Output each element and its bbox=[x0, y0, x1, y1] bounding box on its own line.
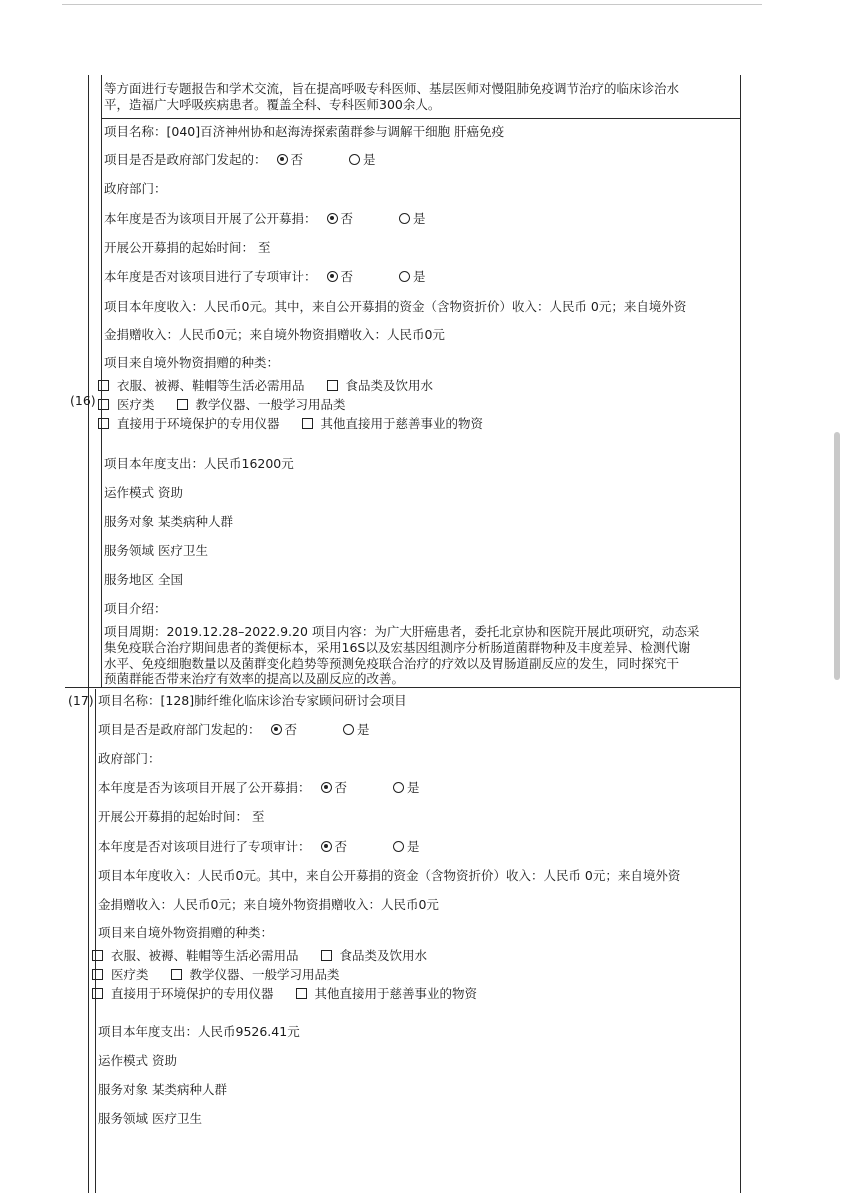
donation-cat-row-1-16 bbox=[98, 378, 433, 393]
intro-line-1: 等方面进行专题报告和学术交流，旨在提高呼吸专科医师、基层医师对慢阻肺免疫调节治疗的临床诊治水 bbox=[104, 81, 680, 96]
cat-food: 食品类及饮用水 bbox=[345, 378, 434, 393]
expense-16: 项目本年度支出：人民币16200元 bbox=[104, 456, 294, 471]
option-yes: 是 bbox=[407, 839, 420, 854]
top-rule bbox=[62, 4, 762, 5]
income-line-2-16: 金捐赠收入：人民币0元；来自境外物资捐赠收入：人民币0元 bbox=[104, 327, 445, 342]
income-line-1-17: 项目本年度收入：人民币0元。其中，来自公开募捐的资金（含物资折价）收入：人民币 0元；来自境外资 bbox=[98, 868, 681, 883]
project-name-17: 项目名称：[128]肺纤维化临床诊治专家顾问研讨会项目 bbox=[98, 693, 407, 708]
target-16: 服务对象 某类病种人群 bbox=[104, 514, 233, 529]
cat-education: 教学仪器、一般学习用品类 bbox=[189, 967, 340, 982]
checkbox-icon[interactable] bbox=[296, 988, 307, 999]
option-no: 否 bbox=[284, 722, 298, 737]
public-fundraise-label: 本年度是否为该项目开展了公开募捐： bbox=[98, 780, 311, 795]
income-line-1-16: 项目本年度收入：人民币0元。其中，来自公开募捐的资金（含物资折价）收入：人民币 0元；来自境外资 bbox=[104, 299, 687, 314]
intro-line-2: 平，造福广大呼吸疾病患者。覆盖全科、专科医师300余人。 bbox=[104, 97, 441, 112]
gov-dept-16: 政府部门： bbox=[104, 181, 167, 196]
gov-initiated-label: 项目是否是政府部门发起的： bbox=[104, 152, 267, 167]
checkbox-icon[interactable] bbox=[92, 969, 103, 980]
row-divider-16 bbox=[101, 118, 740, 119]
fundraise-time-label: 开展公开募捐的起始时间： bbox=[98, 809, 249, 824]
radio-yes-icon[interactable] bbox=[349, 154, 360, 165]
expense-17: 项目本年度支出：人民币9526.41元 bbox=[98, 1024, 300, 1039]
donation-cat-row-2-17 bbox=[92, 967, 340, 982]
radio-no-selected-icon[interactable] bbox=[321, 841, 332, 852]
audit-row-17 bbox=[98, 839, 420, 854]
gov-initiated-label: 项目是否是政府部门发起的： bbox=[98, 722, 261, 737]
option-yes: 是 bbox=[413, 211, 426, 226]
checkbox-icon[interactable] bbox=[321, 950, 332, 961]
field-16: 服务领域 医疗卫生 bbox=[104, 543, 208, 558]
table-right-border bbox=[740, 75, 741, 1193]
gov-initiated-row-16 bbox=[104, 152, 376, 167]
project-name-16: 项目名称：[040]百济神州协和赵海涛探索菌群参与调解干细胞 肝癌免疫 bbox=[104, 124, 505, 139]
index-column-divider-lower bbox=[95, 689, 96, 1193]
audit-label: 本年度是否对该项目进行了专项审计： bbox=[98, 839, 311, 854]
cat-education: 教学仪器、一般学习用品类 bbox=[195, 397, 346, 412]
intro-label-16: 项目介绍： bbox=[104, 601, 167, 616]
cat-environment: 直接用于环境保护的专用仪器 bbox=[117, 416, 280, 431]
mode-17: 运作模式 资助 bbox=[98, 1053, 177, 1068]
cat-clothing: 衣服、被褥、鞋帽等生活必需用品 bbox=[117, 378, 305, 393]
option-yes: 是 bbox=[363, 152, 376, 167]
checkbox-icon[interactable] bbox=[171, 969, 182, 980]
donation-cat-row-1-17 bbox=[92, 948, 427, 963]
checkbox-icon[interactable] bbox=[327, 380, 338, 391]
radio-yes-icon[interactable] bbox=[399, 213, 410, 224]
option-no: 否 bbox=[290, 152, 304, 167]
desc-line-4-16: 预菌群能否带来治疗有效率的提高以及副反应的改善。 bbox=[104, 671, 405, 686]
public-fundraise-row-16 bbox=[104, 211, 426, 226]
row-divider-17 bbox=[65, 687, 740, 688]
radio-no-selected-icon[interactable] bbox=[321, 782, 332, 793]
gov-initiated-row-17 bbox=[98, 722, 370, 737]
cat-other: 其他直接用于慈善事业的物资 bbox=[314, 986, 478, 1001]
checkbox-icon[interactable] bbox=[92, 988, 103, 999]
public-fundraise-label: 本年度是否为该项目开展了公开募捐： bbox=[104, 211, 317, 226]
cat-other: 其他直接用于慈善事业的物资 bbox=[320, 416, 484, 431]
fundraise-time-label: 开展公开募捐的起始时间： bbox=[104, 240, 255, 255]
checkbox-icon[interactable] bbox=[98, 418, 109, 429]
field-17: 服务领域 医疗卫生 bbox=[98, 1111, 202, 1126]
desc-line-1-16: 项目周期：2019.12.28–2022.9.20 项目内容：为广大肝癌患者，委托北京协和医院开展此项研究，动态采 bbox=[104, 624, 700, 639]
region-16: 服务地区 全国 bbox=[104, 572, 183, 587]
checkbox-icon[interactable] bbox=[302, 418, 313, 429]
donation-cat-row-3-16 bbox=[98, 416, 483, 431]
row-index-16: (16) bbox=[70, 393, 96, 408]
radio-no-selected-icon[interactable] bbox=[277, 154, 288, 165]
donation-types-label-16: 项目来自境外物资捐赠的种类： bbox=[104, 355, 280, 370]
donation-types-label-17: 项目来自境外物资捐赠的种类： bbox=[98, 925, 274, 940]
row-index-17: (17) bbox=[68, 693, 94, 708]
public-fundraise-row-17 bbox=[98, 780, 420, 795]
radio-no-selected-icon[interactable] bbox=[271, 724, 282, 735]
fundraise-time-row-16 bbox=[104, 240, 271, 255]
radio-yes-icon[interactable] bbox=[393, 841, 404, 852]
desc-line-2-16: 集免疫联合治疗期间患者的粪便标本，采用16S以及宏基因组测序分析肠道菌群物种及丰度差异、检测代谢 bbox=[104, 640, 691, 655]
option-yes: 是 bbox=[357, 722, 370, 737]
donation-cat-row-3-17 bbox=[92, 986, 477, 1001]
cat-medical: 医疗类 bbox=[111, 967, 149, 982]
checkbox-icon[interactable] bbox=[92, 950, 103, 961]
radio-yes-icon[interactable] bbox=[399, 271, 410, 282]
option-no: 否 bbox=[334, 780, 348, 795]
fundraise-time-sep: 至 bbox=[258, 240, 271, 255]
option-no: 否 bbox=[340, 269, 354, 284]
cat-food: 食品类及饮用水 bbox=[339, 948, 428, 963]
radio-yes-icon[interactable] bbox=[343, 724, 354, 735]
mode-16: 运作模式 资助 bbox=[104, 485, 183, 500]
option-yes: 是 bbox=[407, 780, 420, 795]
checkbox-icon[interactable] bbox=[98, 380, 109, 391]
option-yes: 是 bbox=[413, 269, 426, 284]
fundraise-time-sep: 至 bbox=[252, 809, 265, 824]
scrollbar-thumb[interactable] bbox=[834, 432, 840, 680]
radio-no-selected-icon[interactable] bbox=[327, 213, 338, 224]
radio-yes-icon[interactable] bbox=[393, 782, 404, 793]
desc-line-3-16: 水平、免疫细胞数量以及菌群变化趋势等预测免疫联合治疗的疗效以及胃肠道副反应的发生，同时探究干 bbox=[104, 656, 680, 671]
radio-no-selected-icon[interactable] bbox=[327, 271, 338, 282]
audit-row-16 bbox=[104, 269, 426, 284]
checkbox-icon[interactable] bbox=[98, 399, 109, 410]
income-line-2-17: 金捐赠收入：人民币0元；来自境外物资捐赠收入：人民币0元 bbox=[98, 897, 439, 912]
table-left-border bbox=[88, 75, 89, 1193]
donation-cat-row-2-16 bbox=[98, 397, 346, 412]
fundraise-time-row-17 bbox=[98, 809, 265, 824]
option-no: 否 bbox=[334, 839, 348, 854]
option-no: 否 bbox=[340, 211, 354, 226]
cat-environment: 直接用于环境保护的专用仪器 bbox=[111, 986, 274, 1001]
checkbox-icon[interactable] bbox=[177, 399, 188, 410]
audit-label: 本年度是否对该项目进行了专项审计： bbox=[104, 269, 317, 284]
target-17: 服务对象 某类病种人群 bbox=[98, 1082, 227, 1097]
cat-clothing: 衣服、被褥、鞋帽等生活必需用品 bbox=[111, 948, 299, 963]
cat-medical: 医疗类 bbox=[117, 397, 155, 412]
gov-dept-17: 政府部门： bbox=[98, 751, 161, 766]
